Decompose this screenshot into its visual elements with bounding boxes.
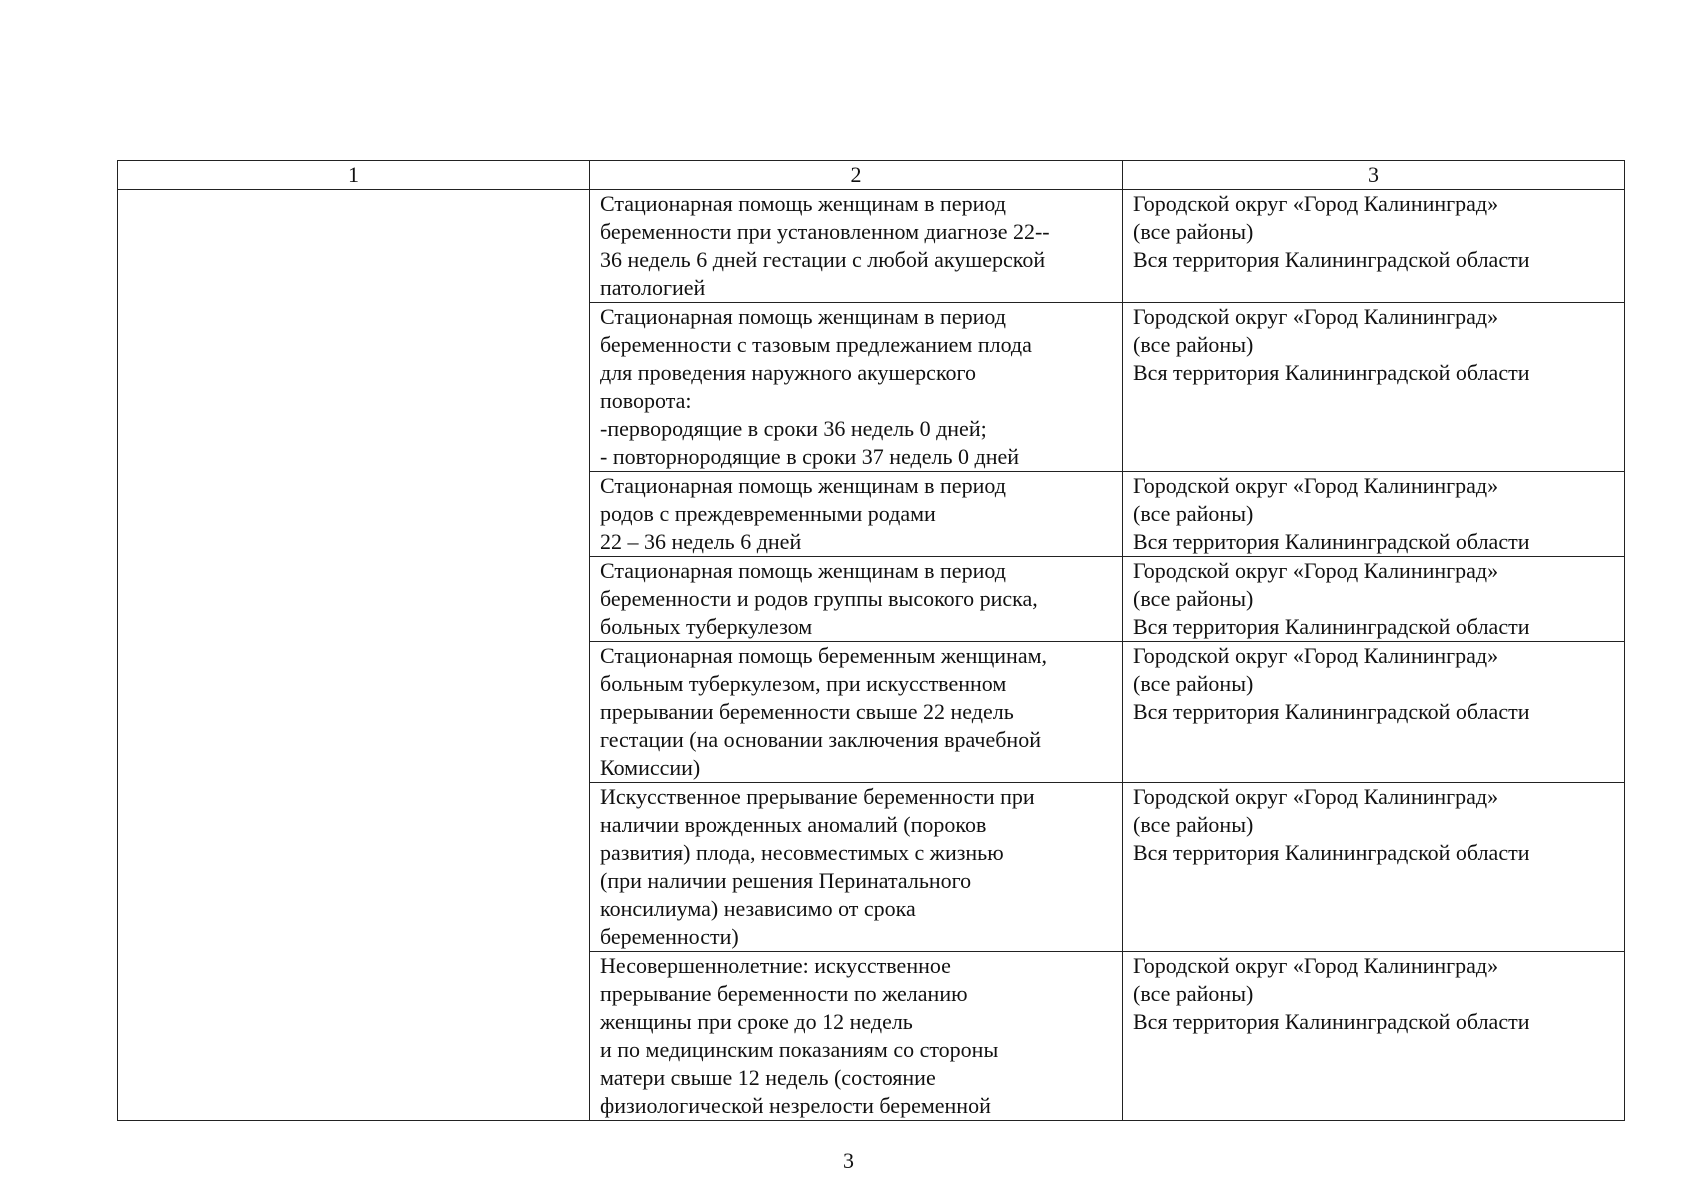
service-text-line: беременности и родов группы высокого риска,	[600, 586, 1038, 611]
service-text-line: Стационарная помощь женщинам в период	[600, 304, 1006, 329]
territory-text-line: (все районы)	[1133, 981, 1254, 1006]
territory-text-line: (все районы)	[1133, 671, 1254, 696]
service-description-cell	[590, 557, 1123, 642]
service-text-line: Стационарная помощь женщинам в период	[600, 191, 1006, 216]
service-text-line: Стационарная помощь женщинам в период	[600, 558, 1006, 583]
service-text-line: беременности)	[600, 924, 739, 949]
territory-text-line: Городской округ «Город Калининград»	[1133, 953, 1499, 978]
service-text-line: и по медицинским показаниям со стороны	[600, 1037, 999, 1062]
service-text-line: для проведения наружного акушерского	[600, 360, 976, 385]
service-text-line: родов с преждевременными родами	[600, 501, 936, 526]
service-text-line: - повторнородящие в сроки 37 недель 0 дней	[600, 444, 1020, 469]
territory-text-line: Вся территория Калининградской области	[1133, 840, 1530, 865]
territory-text-line: Вся территория Калининградской области	[1133, 614, 1530, 639]
service-text-line: больных туберкулезом	[600, 614, 813, 639]
service-description-cell	[590, 952, 1123, 1121]
territory-text-line: Городской округ «Город Калининград»	[1133, 473, 1499, 498]
service-text-line: 22 – 36 недель 6 дней	[600, 529, 802, 554]
page-number: 3	[843, 1148, 854, 1173]
service-description-cell	[590, 783, 1123, 952]
service-text-line: Искусственное прерывание беременности при	[600, 784, 1035, 809]
territory-cell	[1123, 557, 1625, 642]
service-text-line: матери свыше 12 недель (состояние	[600, 1065, 936, 1090]
territory-text-line: Вся территория Калининградской области	[1133, 699, 1530, 724]
territory-cell	[1123, 952, 1625, 1121]
table-header	[118, 161, 1625, 190]
territory-text-line: (все районы)	[1133, 332, 1254, 357]
header-col-1: 1	[118, 161, 590, 190]
service-text-line: гестации (на основании заключения врачебной	[600, 727, 1041, 752]
service-text-line: женщины при сроке до 12 недель	[600, 1009, 913, 1034]
territory-text-line: Городской округ «Город Калининград»	[1133, 191, 1499, 216]
service-text-line: (при наличии решения Перинатального	[600, 868, 972, 893]
header-col-2: 2	[590, 161, 1123, 190]
service-description-cell	[590, 190, 1123, 303]
service-text-line: физиологической незрелости беременной	[600, 1093, 991, 1118]
service-text-line: беременности при установленном диагнозе 22--	[600, 219, 1050, 244]
service-text-line: патологией	[600, 275, 706, 300]
territory-text-line: Вся территория Калининградской области	[1133, 247, 1530, 272]
territory-text-line: Вся территория Калининградской области	[1133, 360, 1530, 385]
services-table	[117, 160, 1625, 1121]
territory-text-line: Городской округ «Город Калининград»	[1133, 643, 1499, 668]
table-body	[118, 190, 1625, 1121]
header-col-3: 3	[1123, 161, 1625, 190]
territory-cell	[1123, 642, 1625, 783]
service-text-line: консилиума) независимо от срока	[600, 896, 916, 921]
territory-cell	[1123, 303, 1625, 472]
service-text-line: -первородящие в сроки 36 недель 0 дней;	[600, 416, 987, 441]
service-text-line: больным туберкулезом, при искусственном	[600, 671, 1007, 696]
service-text-line: Несовершеннолетние: искусственное	[600, 953, 951, 978]
territory-text-line: Городской округ «Город Калининград»	[1133, 558, 1499, 583]
territory-text-line: Вся территория Калининградской области	[1133, 529, 1530, 554]
service-text-line: Стационарная помощь женщинам в период	[600, 473, 1006, 498]
territory-cell	[1123, 190, 1625, 303]
service-text-line: Комиссии)	[600, 755, 701, 780]
territory-text-line: (все районы)	[1133, 586, 1254, 611]
service-text-line: прерывании беременности свыше 22 недель	[600, 699, 1014, 724]
territory-text-line: (все районы)	[1133, 812, 1254, 837]
service-description-cell	[590, 642, 1123, 783]
service-text-line: развития) плода, несовместимых с жизнью	[600, 840, 1004, 865]
territory-text-line: Городской округ «Город Калининград»	[1133, 304, 1499, 329]
service-description-cell	[590, 303, 1123, 472]
territory-text-line: Вся территория Калининградской области	[1133, 1009, 1530, 1034]
service-text-line: 36 недель 6 дней гестации с любой акушерской	[600, 247, 1046, 272]
service-text-line: беременности с тазовым предлежанием плода	[600, 332, 1032, 357]
service-text-line: прерывание беременности по желанию	[600, 981, 968, 1006]
service-text-line: Стационарная помощь беременным женщинам,	[600, 643, 1048, 668]
service-text-line: наличии врожденных аномалий (пороков	[600, 812, 987, 837]
territory-text-line: Городской округ «Город Калининград»	[1133, 784, 1499, 809]
territory-cell	[1123, 783, 1625, 952]
table-row	[118, 190, 1625, 303]
territory-cell	[1123, 472, 1625, 557]
column-1-cell	[118, 190, 590, 1121]
header-row	[118, 161, 1625, 190]
service-description-cell	[590, 472, 1123, 557]
territory-text-line: (все районы)	[1133, 219, 1254, 244]
territory-text-line: (все районы)	[1133, 501, 1254, 526]
service-text-line: поворота:	[600, 388, 692, 413]
